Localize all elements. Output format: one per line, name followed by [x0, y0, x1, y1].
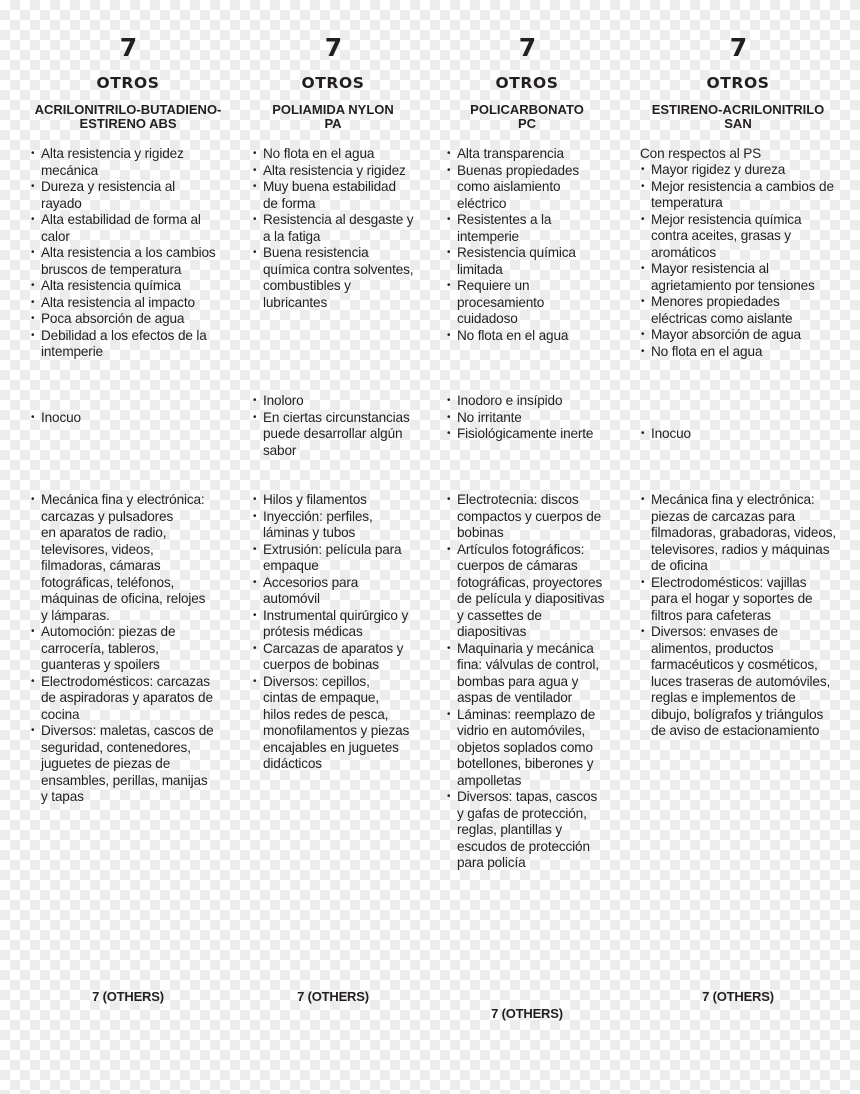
list-item: • Instrumental quirúrgico y prótesis médicas: [252, 608, 414, 641]
list-item: • Muy buena estabilidad de forma: [252, 179, 414, 212]
list-item: • Buena resistencia química contra solventes, combustibles y lubricantes: [252, 245, 414, 311]
list-item: • Mecánica fina y electrónica: carcazas y pulsadores en aparatos de radio, televisores, videos, filmadoras, cámaras fotográficas, teléfonos, máquinas de oficina, relojes y lámparas.: [30, 492, 226, 624]
resin-code-number: 7: [324, 33, 342, 62]
list-item: • En ciertas circunstancias puede desarrollar algún sabor: [252, 410, 414, 460]
list-item: • Electrodomésticos: carcazas de aspiradoras y aparatos de cocina: [30, 674, 226, 724]
list-item: • Maquinaria y mecánica fina: válvulas de control, bombas para agua y aspas de ventilador: [446, 641, 608, 707]
applications-list: [252, 492, 414, 773]
plastic-name: ESTIRENO-ACRILONITRILO SAN: [651, 102, 825, 131]
list-item: • Alta transparencia: [446, 146, 608, 163]
list-item: • Alta resistencia y rigidez: [252, 163, 414, 180]
list-item: • Inyección: perfiles, láminas y tubos: [252, 509, 414, 542]
list-item: • Alta resistencia química: [30, 278, 226, 295]
list-item: • Resistencia al desgaste y a la fatiga: [252, 212, 414, 245]
list-item: • Artículos fotográficos: cuerpos de cámaras fotográficas, proyectores de película y diapositivas y cassettes de diapositivas: [446, 542, 608, 641]
plastic-name: POLICARBONATO PC: [470, 102, 584, 131]
list-item: • Electrotecnia: discos compactos y cuerpos de bobinas: [446, 492, 608, 542]
list-item: • Extrusión: película para empaque: [252, 542, 414, 575]
intro-text: Con respectos al PS: [640, 146, 762, 161]
category-label: OTROS: [706, 74, 770, 92]
list-item: • Electrodomésticos: vajillas para el hogar y soportes de filtros para cafeteras: [640, 575, 836, 625]
footer-label: 7 (OTHERS): [297, 989, 369, 1004]
list-item: • Alta estabilidad de forma al calor: [30, 212, 226, 245]
list-item: • No irritante: [446, 410, 608, 427]
list-item: • Menores propiedades eléctricas como aislante: [640, 294, 836, 327]
list-item: • Fisiológicamente inerte: [446, 426, 608, 443]
list-item: • Mayor absorción de agua: [640, 327, 836, 344]
plastic-name: ACRILONITRILO-BUTADIENO- ESTIRENO ABS: [34, 102, 222, 131]
column-pc: [446, 0, 608, 1094]
plastic-name: POLIAMIDA NYLON PA: [272, 102, 394, 131]
list-item: • Automoción: piezas de carrocería, tableros, guanteras y spoilers: [30, 624, 226, 674]
list-item: • Diversos: envases de alimentos, productos farmacéuticos y cosméticos, luces traseras de automóviles, reglas e implementos de dibujo, bolígrafos y triángulos de aviso de estacionamiento: [640, 624, 836, 740]
list-item: • Alta resistencia a los cambios bruscos de temperatura: [30, 245, 226, 278]
column-pa: [252, 0, 414, 1094]
list-item: • Mecánica fina y electrónica: piezas de carcazas para filmadoras, grabadoras, videos, televisores, radios y máquinas de oficina: [640, 492, 836, 575]
list-item: • Mayor resistencia al agrietamiento por tensiones: [640, 261, 836, 294]
category-label: OTROS: [96, 74, 160, 92]
list-item: • Diversos: tapas, cascos y gafas de protección, reglas, plantillas y escudos de protección para policía: [446, 789, 608, 872]
column-san: [640, 0, 836, 1094]
column-abs: [30, 0, 226, 1094]
list-item: • No flota en el agua: [640, 344, 836, 361]
list-item: • No flota en el agua: [252, 146, 414, 163]
list-item: • Inoloro: [252, 393, 414, 410]
list-item: • Mayor rigidez y dureza: [640, 162, 836, 179]
properties-list: [252, 146, 414, 311]
footer-label: 7 (OTHERS): [92, 989, 164, 1004]
safety-list: [30, 410, 226, 427]
list-item: • Hilos y filamentos: [252, 492, 414, 509]
applications-list: [640, 492, 836, 740]
applications-list: [446, 492, 608, 872]
properties-list: [640, 162, 836, 360]
footer-label: 7 (OTHERS): [702, 989, 774, 1004]
list-item: • Mejor resistencia química contra aceites, grasas y aromáticos: [640, 212, 836, 262]
list-item: • Buenas propiedades como aislamiento eléctrico: [446, 163, 608, 213]
resin-code-number: 7: [119, 33, 137, 62]
resin-code-number: 7: [729, 33, 747, 62]
list-item: • Diversos: maletas, cascos de seguridad, contenedores, juguetes de piezas de ensambles, perillas, manijas y tapas: [30, 723, 226, 806]
list-item: • Requiere un procesamiento cuidadoso: [446, 278, 608, 328]
safety-list: [446, 393, 608, 443]
list-item: • Inocuo: [30, 410, 226, 427]
category-label: OTROS: [301, 74, 365, 92]
list-item: • Diversos: cepillos, cintas de empaque, hilos redes de pesca, monofilamentos y piezas encajables en juguetes didácticos: [252, 674, 414, 773]
applications-list: [30, 492, 226, 806]
list-item: • Láminas: reemplazo de vidrio en automóviles, objetos soplados como botellones, biberones y ampolletas: [446, 707, 608, 790]
list-item: • Resistencia química limitada: [446, 245, 608, 278]
list-item: • Debilidad a los efectos de la intemperie: [30, 328, 226, 361]
list-item: • Inocuo: [640, 426, 836, 443]
list-item: • Alta resistencia y rigidez mecánica: [30, 146, 226, 179]
category-label: OTROS: [495, 74, 559, 92]
resin-code-number: 7: [518, 33, 536, 62]
footer-label: 7 (OTHERS): [491, 1006, 563, 1021]
list-item: • Alta resistencia al impacto: [30, 295, 226, 312]
list-item: • Poca absorción de agua: [30, 311, 226, 328]
list-item: • Dureza y resistencia al rayado: [30, 179, 226, 212]
list-item: • No flota en el agua: [446, 328, 608, 345]
list-item: • Carcazas de aparatos y cuerpos de bobinas: [252, 641, 414, 674]
properties-list: [30, 146, 226, 361]
properties-list: [446, 146, 608, 344]
list-item: • Inodoro e insípido: [446, 393, 608, 410]
list-item: • Resistentes a la intemperie: [446, 212, 608, 245]
safety-list: [252, 393, 414, 459]
list-item: • Accesorios para automóvil: [252, 575, 414, 608]
safety-list: [640, 426, 836, 443]
list-item: • Mejor resistencia a cambios de temperatura: [640, 179, 836, 212]
